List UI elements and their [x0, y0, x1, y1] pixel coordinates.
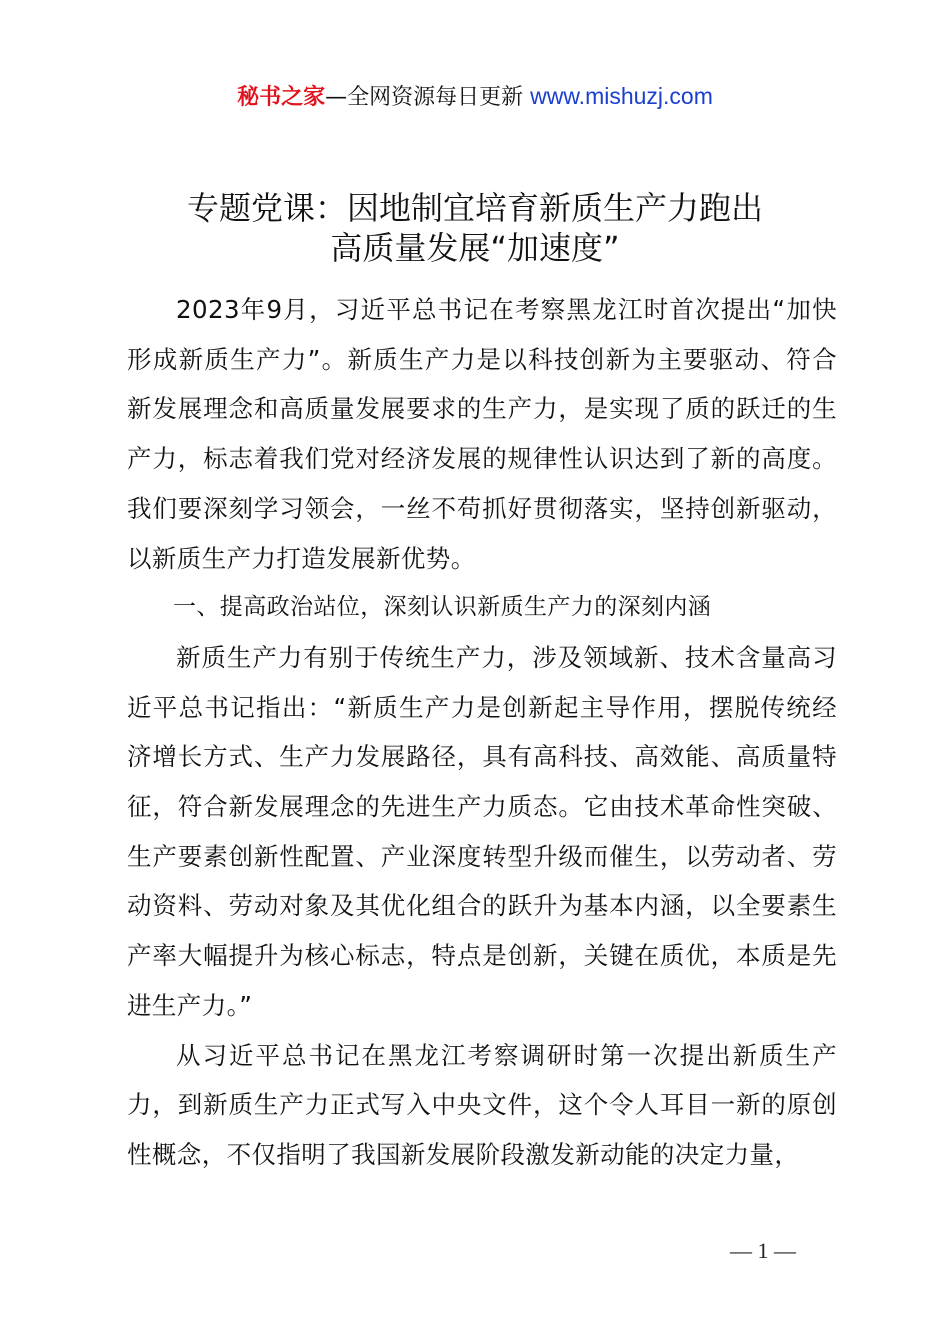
site-tagline: —全网资源每日更新 — [325, 85, 524, 110]
document-body — [127, 285, 837, 1180]
title-line-1: 专题党课：因地制宜培育新质生产力跑出 — [186, 189, 763, 227]
document-title — [0, 188, 950, 268]
site-url-link[interactable]: www.mishuzj.com — [530, 83, 713, 109]
page-number: — 1 — — [730, 1238, 796, 1263]
title-line-2: 高质量发展“加速度” — [330, 229, 620, 267]
site-brand: 秘书之家 — [237, 85, 326, 110]
paragraph-intro: 2023年9月，习近平总书记在考察黑龙江时首次提出“加快形成新质生产力”。新质生产力是以科技创新为主要驱动、符合新发展理念和高质量发展要求的生产力，是实现了质的跃迁的生产力，标志着我们党对经济发展的规律性认识达到了新的高度。我们要深刻学习领会，一丝不苟抓好贯彻落实，坚持创新驱动，以新质生产力打造发展新优势。 — [127, 295, 837, 573]
paragraph-definition: 新质生产力有别于传统生产力，涉及领域新、技术含量高习近平总书记指出：“新质生产力是创新起主导作用，摆脱传统经济增长方式、生产力发展路径，具有高科技、高效能、高质量特征，符合新发展理念的先进生产力质态。它由技术革命性突破、生产要素创新性配置、产业深度转型升级而催生，以劳动者、劳动资料、劳动对象及其优化组合的跃升为基本内涵，以全要素生产率大幅提升为核心标志，特点是创新，关键在质优，本质是先进生产力。” — [127, 642, 837, 1020]
section-heading-1: 一、提高政治站位，深刻认识新质生产力的深刻内涵 — [173, 594, 712, 621]
paragraph-significance: 从习近平总书记在黑龙江考察调研时第一次提出新质生产力，到新质生产力正式写入中央文件，这个令人耳目一新的原创性概念，不仅指明了我国新发展阶段激发新动能的决定力量， — [127, 1040, 837, 1169]
site-header — [0, 82, 950, 112]
